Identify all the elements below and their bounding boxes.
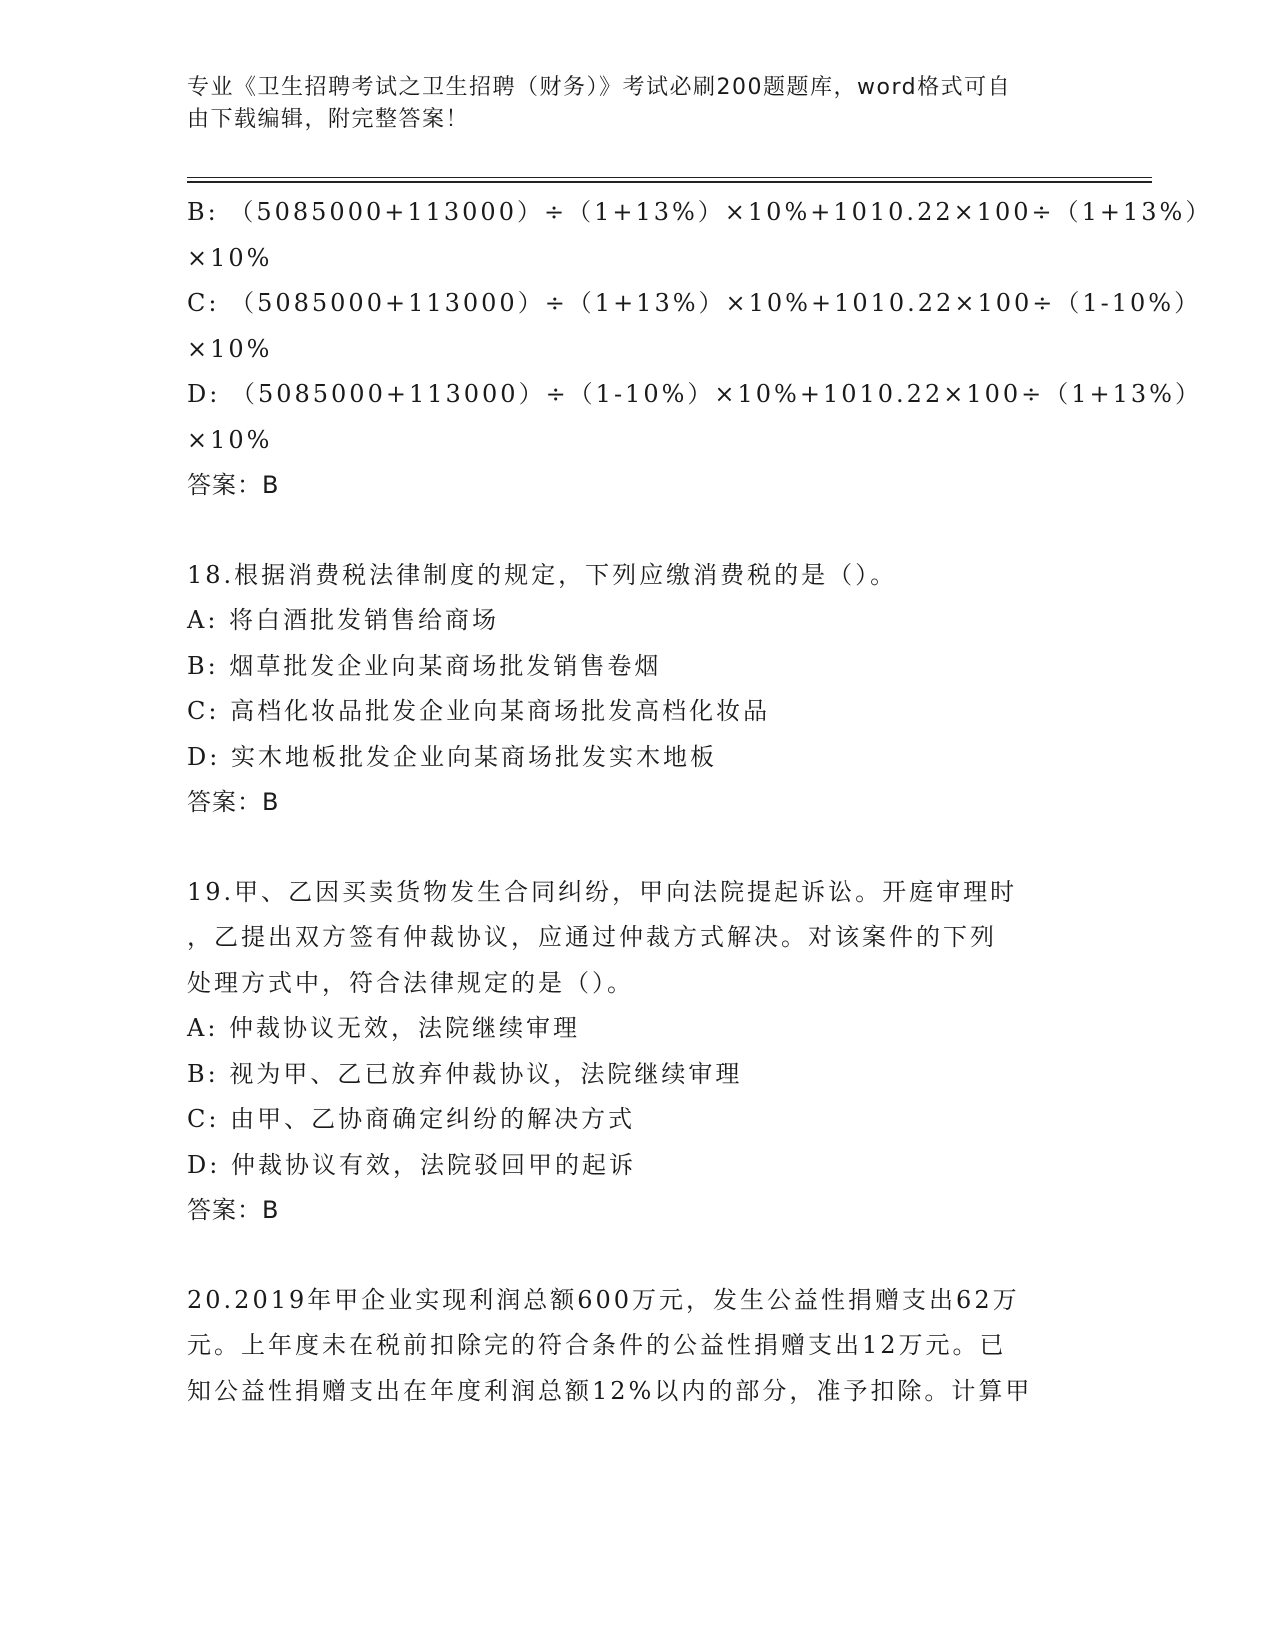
- spacer: [187, 1234, 1087, 1278]
- option-c: C: 高档化妆品批发企业向某商场批发高档化妆品: [187, 697, 771, 725]
- spacer: [187, 826, 1087, 870]
- option-b: B: 烟草批发企业向某商场批发销售卷烟: [187, 651, 662, 680]
- question-stem-line-3: 知公益性捐赠支出在年度利润总额12%以内的部分，准予扣除。计算甲: [187, 1376, 1033, 1405]
- document-header: [187, 72, 1067, 136]
- question-18: [187, 553, 1087, 826]
- option-c-line-2: ×10%: [187, 334, 273, 363]
- document-body: [187, 190, 1213, 1414]
- option-c-line-1: C: （5085000+113000）÷（1+13%）×10%+1010.22×100÷（1-10%）: [187, 289, 1202, 317]
- question-stem-line-3: 处理方式中，符合法律规定的是（）。: [187, 968, 634, 997]
- option-a: A: 仲裁协议无效，法院继续审理: [187, 1014, 581, 1042]
- question-stem-line-1: 19.甲、乙因买卖货物发生合同纠纷，甲向法院提起诉讼。开庭审理时: [187, 877, 1018, 906]
- question-stem-line-1: 20.2019年甲企业实现利润总额600万元，发生公益性捐赠支出62万: [187, 1285, 1020, 1314]
- answer: 答案：B: [187, 471, 280, 499]
- question-stem-line-2: ，乙提出双方签有仲裁协议，应通过仲裁方式解决。对该案件的下列: [187, 923, 997, 951]
- answer: 答案：B: [187, 1196, 280, 1224]
- option-d-line-2: ×10%: [187, 425, 273, 454]
- question-stem-line-2: 元。上年度未在税前扣除完的符合条件的公益性捐赠支出12万元。已: [187, 1331, 1007, 1359]
- option-c: C: 由甲、乙协商确定纠纷的解决方式: [187, 1105, 636, 1133]
- header-line-2: 由下载编辑，附完整答案！: [187, 107, 470, 132]
- question-20: [187, 1278, 1087, 1415]
- option-b-line-2: ×10%: [187, 243, 273, 272]
- header-divider-thick: [187, 181, 1152, 183]
- option-b: B: 视为甲、乙已放弃仲裁协议，法院继续审理: [187, 1059, 743, 1088]
- question-19: [187, 870, 1087, 1234]
- question-17-tail: [187, 190, 1213, 509]
- option-d: D: 实木地板批发企业向某商场批发实木地板: [187, 742, 717, 771]
- header-line-1: 专业《卫生招聘考试之卫生招聘（财务）》考试必刷200题题库，word格式可自: [187, 75, 1012, 100]
- option-b-line-1: B: （5085000+113000）÷（1+13%）×10%+1010.22×100÷（1+13%）: [187, 198, 1213, 226]
- spacer: [187, 509, 1087, 553]
- question-stem: 18.根据消费税法律制度的规定，下列应缴消费税的是（）。: [187, 560, 898, 589]
- option-a: A: 将白酒批发销售给商场: [187, 606, 500, 634]
- answer: 答案：B: [187, 788, 280, 816]
- header-divider-thin: [187, 177, 1152, 178]
- option-d-line-1: D: （5085000+113000）÷（1-10%）×10%+1010.22×100÷（1+13%）: [187, 380, 1202, 408]
- option-d: D: 仲裁协议有效，法院驳回甲的起诉: [187, 1150, 636, 1179]
